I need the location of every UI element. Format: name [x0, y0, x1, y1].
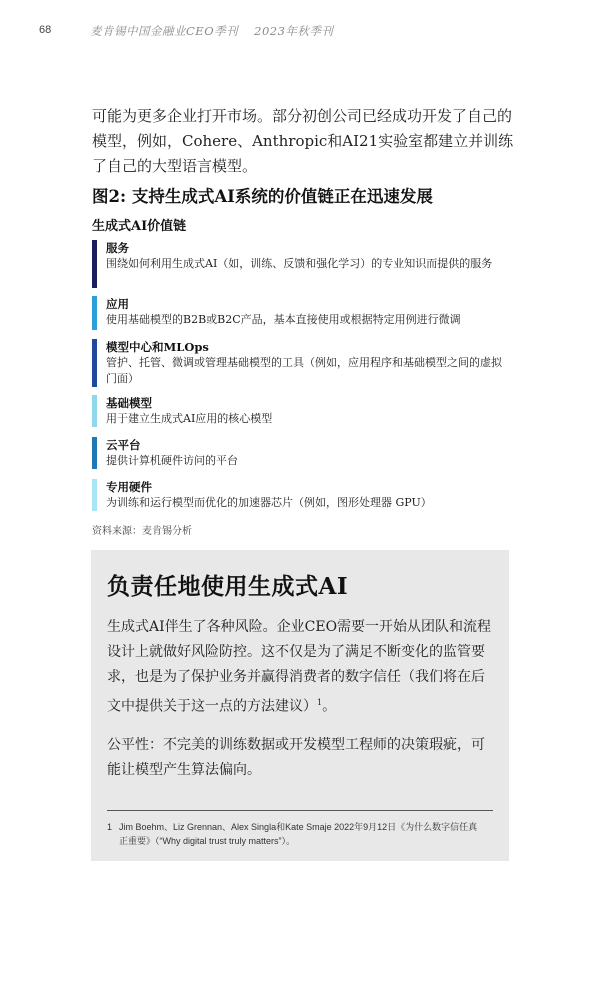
issue-label: 2023年秋季刊 [254, 24, 334, 38]
chain-color-bar [92, 240, 97, 288]
chain-item-applications [92, 296, 512, 330]
chain-color-bar [92, 479, 97, 511]
publication-name: 麦肯锡中国金融业CEO季刊 [90, 24, 239, 38]
chain-color-bar [92, 339, 97, 387]
page-header [0, 24, 600, 40]
box-paragraph-risks [107, 615, 497, 720]
chain-item-specialized-hardware [92, 479, 512, 511]
chain-color-bar [92, 296, 97, 330]
chain-item-name: 基础模型 [106, 396, 152, 410]
chain-item-desc: 为训练和运行模型而优化的加速器芯片（例如，图形处理器 GPU） [106, 496, 432, 509]
chain-item-cloud-platform [92, 437, 512, 469]
footnote [107, 820, 497, 848]
footnote-line-1: Jim Boehm、Liz Grennan、Alex Singla和Kate Smaje 2022年9月12日《为什么数字信任真 [119, 822, 478, 832]
chain-item-model-hub-mlops [92, 339, 512, 387]
chain-item-name: 模型中心和MLOps [106, 340, 209, 354]
chain-item-desc: 围绕如何利用生成式AI（如，训练、反馈和强化学习）的专业知识而提供的服务 [106, 257, 493, 270]
chain-item-name: 云平台 [106, 438, 141, 452]
box-paragraph-fairness: 公平性：不完美的训练数据或开发模型工程师的决策瑕疵，可能让模型产生算法偏向。 [107, 737, 485, 778]
publication-title [90, 23, 333, 39]
chain-item-desc: 使用基础模型的B2B或B2C产品，基本直接使用或根据特定用例进行微调 [106, 313, 461, 326]
chain-item-desc: 提供计算机硬件访问的平台 [106, 454, 238, 467]
chain-item-services [92, 240, 512, 288]
chain-color-bar [92, 395, 97, 427]
footnote-divider [107, 810, 493, 811]
chain-item-name: 应用 [106, 297, 129, 311]
footnote-ref[interactable]: 1 [317, 698, 323, 707]
box-title: 负责任地使用生成式AI [107, 573, 349, 600]
box-para1-end: 。 [322, 698, 337, 715]
chain-item-foundation-models [92, 395, 512, 427]
intro-paragraph: 可能为更多企业打开市场。部分初创公司已经成功开发了自己的模型，例如，Cohere、Anthropic和AI21实验室都建立并训练了自己的大型语言模型。 [92, 107, 514, 175]
footnote-line-2: 正重要》（“Why digital trust truly matters”）。 [119, 836, 296, 846]
figure-source: 资料来源：麦肯锡分析 [92, 526, 192, 537]
page-number: 68 [39, 24, 52, 36]
footnote-number: 1 [107, 822, 113, 832]
chain-item-name: 服务 [106, 241, 129, 255]
chain-item-desc: 管护、托管、微调或管理基础模型的工具（例如，应用程序和基础模型之间的虚拟门面） [106, 356, 502, 385]
box-para1-text: 生成式AI伴生了各种风险。企业CEO需要一开始从团队和流程设计上就做好风险防控。这不仅是为了满足不断变化的监管要求，也是为了保护业务并赢得消费者的数字信任（我们将在后文中提供关于这一点的方法建议） [107, 619, 492, 715]
chain-item-desc: 用于建立生成式AI应用的核心模型 [106, 412, 273, 425]
chain-color-bar [92, 437, 97, 469]
sidebar-box [91, 550, 509, 861]
figure-subtitle: 生成式AI价值链 [92, 219, 187, 234]
figure-title: 图2: 支持生成式AI系统的价值链正在迅速发展 [92, 187, 433, 206]
chain-item-name: 专用硬件 [106, 480, 152, 494]
